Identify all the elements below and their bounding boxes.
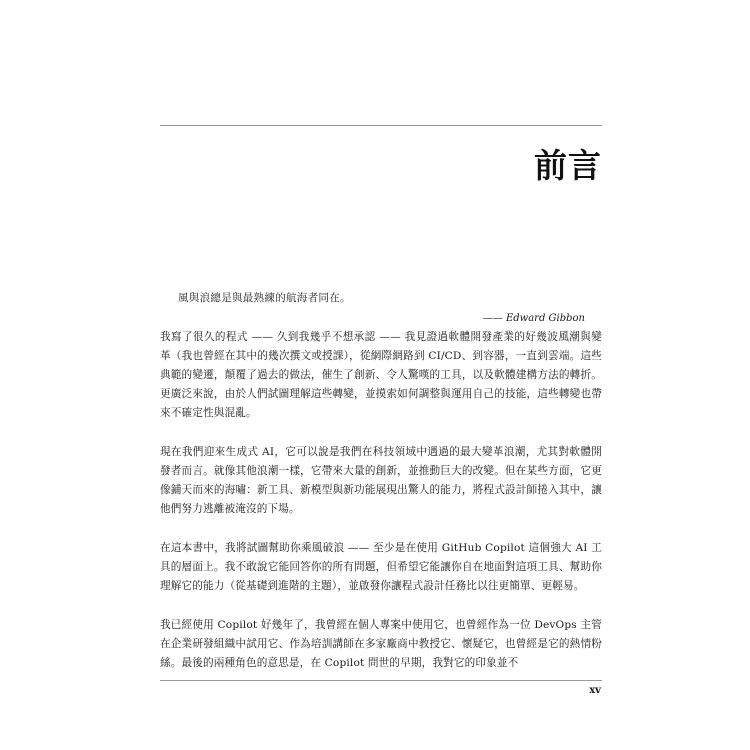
paragraph: 我已經使用 Copilot 好幾年了，我曾經在個人專案中使用它，也曾經作為一位 DevOps 主管在企業研發組織中試用它、作為培訓講師在多家廠商中教授它、懷疑它，也曾經是它的熱情粉絲。最後的兩種角色的意思是，在 Copilot 問世的早期，我對它的印象並不 <box>160 619 602 669</box>
chapter-title: 前言 <box>534 146 602 185</box>
paragraph: 我寫了很久的程式 —— 久到我幾乎不想承認 —— 我見證過軟體開發產業的好幾波風潮與變革（我也曾經在其中的幾次撰文或授課），從網際網路到 CI/CD、到容器，一直到雲端。這些典範的變遷，顛覆了過去的做法，催生了創新、令人驚嘆的工具，以及軟體建構方法的轉折。更廣泛來說，由於人們試圖理解這些轉變，並摸索如何調整與運用自己的技能，這些轉變也帶來不確定性與混亂。 <box>160 331 602 419</box>
body-text <box>160 328 602 693</box>
paragraph: 現在我們迎來生成式 AI，它可以說是我們在科技領域中遇過的最大變革浪潮，尤其對軟體開發者而言。就像其他浪潮一樣，它帶來大量的創新，並推動巨大的改變。但在某些方面，它更像鋪天而來的海嘯：新工具、新模型與新功能展現出驚人的能力，將程式設計師捲入其中，讓他們努力逃離被淹沒的下場。 <box>160 446 602 515</box>
epigraph-quote: 風與浪總是與最熟練的航海者同在。 <box>178 292 351 304</box>
epigraph-attribution: —— Edward Gibbon <box>482 313 585 324</box>
top-rule <box>160 125 602 126</box>
paragraph: 在這本書中，我將試圖幫助你乘風破浪 —— 至少是在使用 GitHub Copilot 這個強大 AI 工具的層面上。我不敢說它能回答你的所有問題，但希望它能讓你自在地面對這項工具、幫助你理解它的能力（從基礎到進階的主題），並啟發你讓程式設計任務比以往更簡單、更輕易。 <box>160 542 602 592</box>
bottom-rule <box>160 680 602 681</box>
page-number: xv <box>589 685 601 696</box>
